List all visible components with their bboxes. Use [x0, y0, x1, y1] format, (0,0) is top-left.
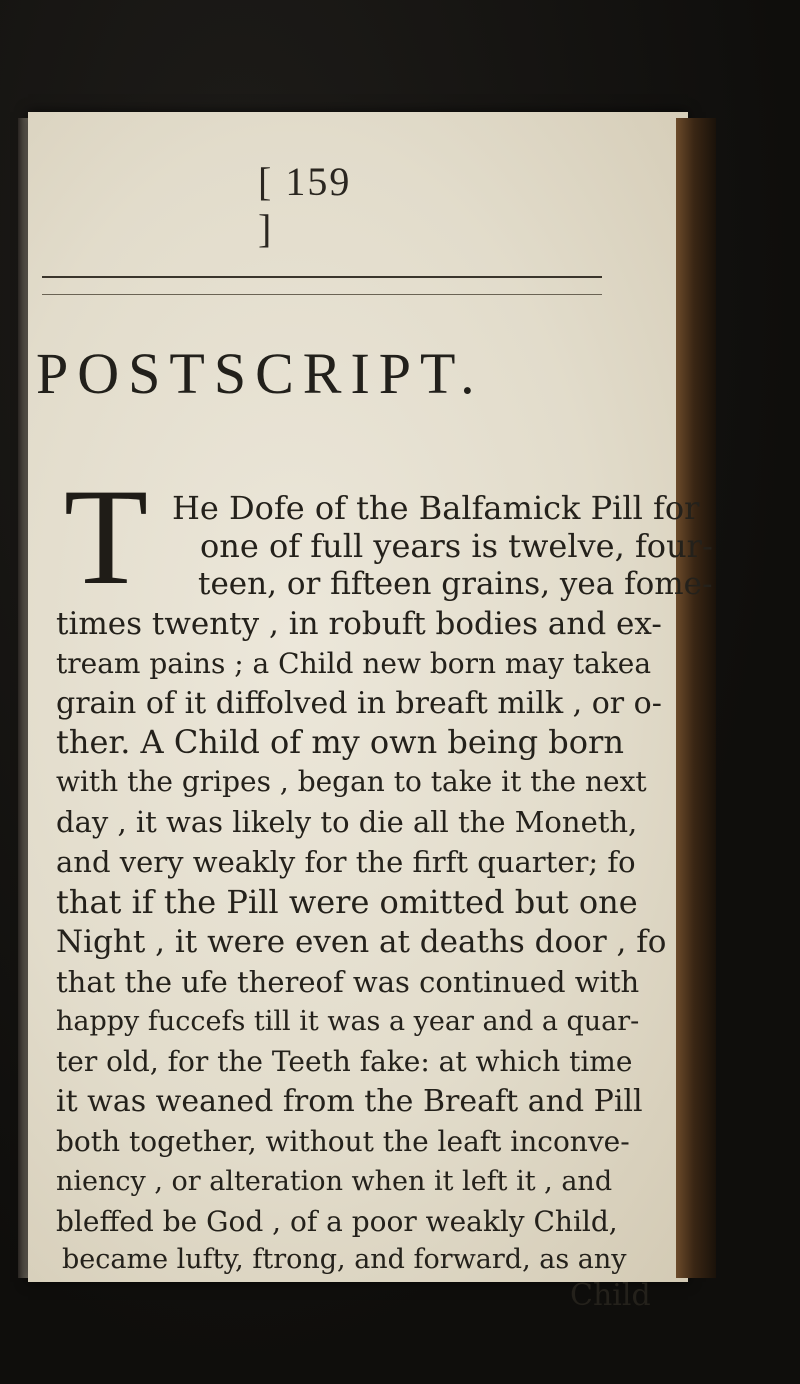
text-line: tream pains ; a Child new born may takea — [56, 647, 652, 680]
header-rule — [42, 276, 602, 278]
header-rule-thin — [42, 294, 602, 295]
text-line: that if the Pill were omitted but one — [56, 883, 638, 921]
page-edge-right — [676, 118, 716, 1278]
text-line: bleffed be God , of a poor weakly Child, — [56, 1205, 618, 1238]
text-line: He Dofe of the Balfamick Pill for — [172, 489, 700, 527]
text-line: times twenty , in robuft bodies and ex- — [56, 606, 662, 642]
page-number: [ 159 ] — [258, 159, 352, 251]
text-line: day , it was likely to die all the Moneth, — [56, 805, 638, 839]
text-line: and very weakly for the firft quarter; fo — [56, 845, 636, 879]
text-line: one of full years is twelve, four- — [200, 527, 713, 565]
catchword: Child — [570, 1278, 651, 1313]
text-line: grain of it diffolved in breaft milk , or o- — [56, 686, 662, 721]
text-line: ther. A Child of my own being born — [56, 723, 624, 761]
text-line: with the gripes , began to take it the next — [56, 765, 647, 798]
page-heading: POSTSCRIPT. — [36, 341, 484, 406]
text-line: niency , or alteration when it left it , and — [56, 1166, 613, 1197]
text-line: it was weaned from the Breaft and Pill — [56, 1084, 643, 1119]
text-line: became lufty, ftrong, and forward, as any — [62, 1244, 627, 1275]
drop-capital: T — [63, 460, 149, 613]
text-line: both together, without the leaft inconve- — [56, 1125, 630, 1158]
text-line: Night , it were even at deaths door , fo — [56, 924, 667, 960]
text-line: ter old, for the Teeth fake: at which time — [56, 1045, 633, 1078]
text-line: happy fuccefs till it was a year and a quar- — [56, 1006, 640, 1037]
text-line: teen, or fifteen grains, yea fome- — [198, 566, 713, 602]
text-line: that the ufe thereof was continued with — [56, 965, 640, 999]
